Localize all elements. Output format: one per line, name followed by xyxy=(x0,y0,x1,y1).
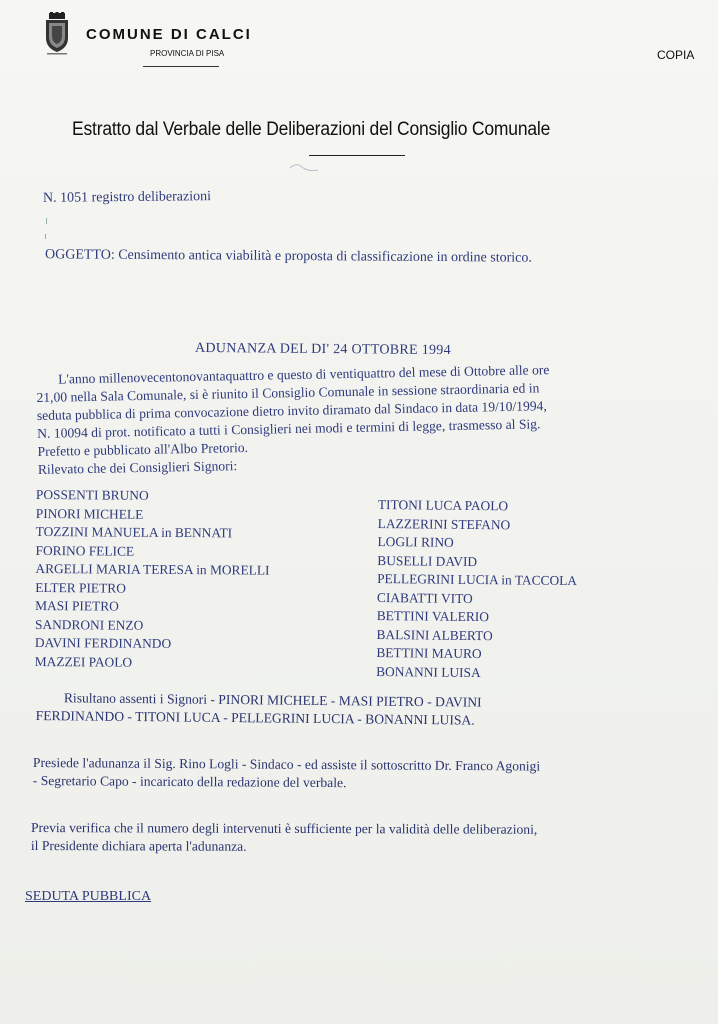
paragraph-line: FERDINANDO - TITONI LUCA - PELLEGRINI LUCIA - BONANNI LUISA. xyxy=(35,707,475,728)
councillors-right-column xyxy=(376,496,578,683)
councillors-left-column xyxy=(35,486,270,673)
copia-label: COPIA xyxy=(657,48,695,62)
paragraph-line: il Presidente dichiara aperta l'adunanza. xyxy=(30,837,247,854)
comune-name: COMUNE DI CALCI xyxy=(86,26,252,43)
councillor-name: BALSINI ALBERTO xyxy=(376,626,493,643)
councillor-name: BONANNI LUISA xyxy=(376,663,481,680)
opening-paragraph xyxy=(36,359,678,479)
oggetto-line: OGGETTO: Censimento antica viabilità e proposta di classificazione in ordine storico. xyxy=(44,247,532,266)
paragraph-line: Presiede l'adunanza il Sig. Rino Logli - Sindaco - ed assiste il sottoscritto Dr. Franco Agonigi xyxy=(32,755,541,774)
paragraph-line: 21,00 nella Sala Comunale, si è riunito il Consiglio Comunale in sessione straordinaria ed in xyxy=(36,380,540,405)
councillor-name: TOZZINI MANUELA in BENNATI xyxy=(35,523,233,541)
presiding-paragraph xyxy=(33,754,540,794)
provincia-underline xyxy=(143,66,219,67)
councillor-name: SANDRONI ENZO xyxy=(34,616,144,633)
paragraph-line: seduta pubblica di prima convocazione dietro invito diramato dal Sindaco in data 19/10/1994, xyxy=(36,398,547,423)
councillor-name: CIABATTI VITO xyxy=(376,589,473,606)
councillor-name: POSSENTI BRUNO xyxy=(35,486,149,503)
councillor-name: MASI PIETRO xyxy=(35,597,119,614)
paragraph-line: L'anno millenovecentonovantaquattro e questo di ventiquattro del mese di Ottobre alle ore xyxy=(58,362,550,387)
councillor-name: BUSELLI DAVID xyxy=(377,552,478,569)
municipal-crest-icon xyxy=(43,12,71,56)
scan-mark xyxy=(45,234,46,239)
councillor-name: TITONI LUCA PAOLO xyxy=(377,496,509,514)
paragraph-line: - Segretario Capo - incaricato della redazione del verbale. xyxy=(32,772,347,791)
quorum-paragraph xyxy=(31,819,537,857)
document-title: Estratto dal Verbale delle Deliberazioni del Consiglio Comunale xyxy=(72,119,551,140)
councillor-name: LAZZERINI STEFANO xyxy=(377,515,511,532)
paragraph-line: Prefetto e pubblicato all'Albo Pretorio. xyxy=(37,439,249,459)
councillor-name: PINORI MICHELE xyxy=(35,505,144,522)
councillor-name: ELTER PIETRO xyxy=(35,579,126,596)
pencil-mark xyxy=(288,158,324,176)
councillor-name: BETTINI VALERIO xyxy=(376,607,490,625)
title-underline xyxy=(309,155,405,156)
paragraph-line: Risultano assenti i Signori - PINORI MICHELE - MASI PIETRO - DAVINI xyxy=(63,690,482,710)
paragraph-line: Rilevato che dei Consiglieri Signori: xyxy=(37,458,238,477)
registro-number: N. 1051 registro deliberazioni xyxy=(42,189,212,206)
scan-mark xyxy=(46,218,47,224)
councillor-name: ARGELLI MARIA TERESA in MORELLI xyxy=(35,560,270,578)
adunanza-heading: ADUNANZA DEL DI' 24 OTTOBRE 1994 xyxy=(194,340,452,359)
councillor-name: LOGLI RINO xyxy=(377,533,454,550)
councillor-name: PELLEGRINI LUCIA in TACCOLA xyxy=(377,570,578,589)
councillor-name: BETTINI MAURO xyxy=(376,644,482,662)
councillor-name: FORINO FELICE xyxy=(35,542,135,559)
councillor-name: MAZZEI PAOLO xyxy=(34,653,133,670)
councillor-name: DAVINI FERDINANDO xyxy=(34,634,172,651)
absent-paragraph xyxy=(36,689,686,732)
paragraph-line: N. 10094 di prot. notificato a tutti i Consiglieri nei modi e termini di legge, trasmesso al Sig. xyxy=(37,416,541,441)
paragraph-line: Previa verifica che il numero degli intervenuti è sufficiente per la validità delle deliberazioni, xyxy=(30,820,538,837)
provincia-label: PROVINCIA DI PISA xyxy=(150,49,225,58)
seduta-pubblica-heading: SEDUTA PUBBLICA xyxy=(25,889,152,904)
